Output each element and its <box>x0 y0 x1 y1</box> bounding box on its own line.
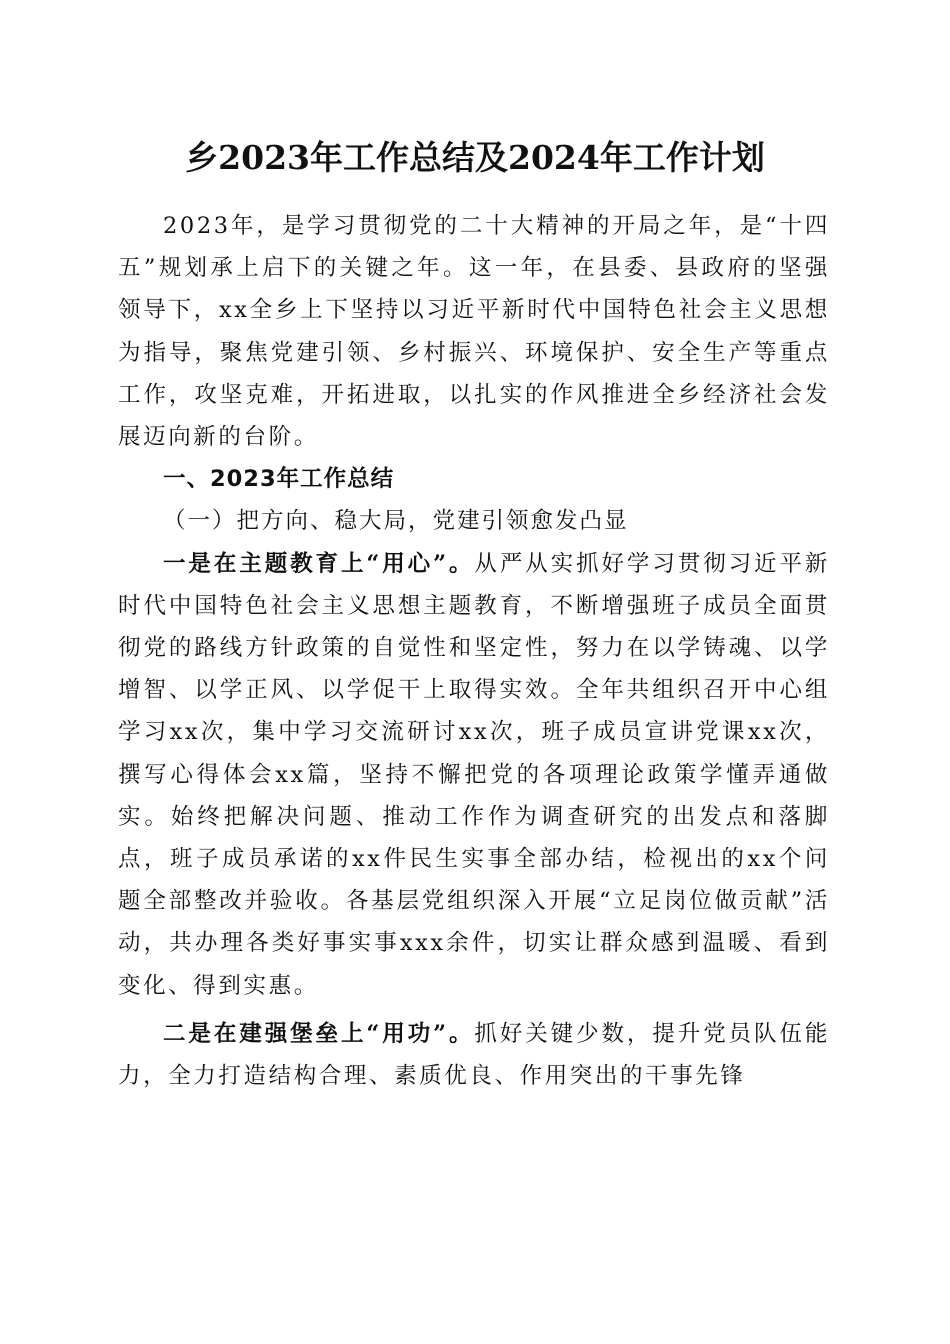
paragraph-stronghold <box>118 1013 830 1097</box>
paragraph-body: 抓好关键少数，提升党员队伍能力，全力打造结构合理、素质优良、作用突出的干事先锋 <box>118 1020 830 1090</box>
intro-paragraph: 2023年，是学习贯彻党的二十大精神的开局之年，是“十四五”规划承上启下的关键之年。这一年，在县委、县政府的坚强领导下，xx全乡上下坚持以习近平新时代中国特色社会主义思想为指导，聚焦党建引领、乡村振兴、环境保护、安全生产等重点工作，攻坚克难，开拓进取，以扎实的作风推进全乡经济社会发展迈向新的台阶。 <box>118 213 830 451</box>
document-body <box>118 205 830 1097</box>
section-heading: 一、2023年工作总结 <box>163 466 395 493</box>
paragraph-body: 从严从实抓好学习贯彻习近平新时代中国特色社会主义思想主题教育，不断增强班子成员全面贯彻党的路线方针政策的自觉性和坚定性，努力在以学铸魂、以学增智、以学正风、以学促干上取得实效。全年共组织召开中心组学习xx次，集中学习交流研讨xx次，班子成员宣讲党课xx次，撰写心得体会xx篇，坚持不懈把党的各项理论政策学懂弄通做实。始终把解决问题、推动工作作为调查研究的出发点和落脚点，班子成员承诺的xx件民生实事全部办结，检视出的xx个问题全部整改并验收。各基层党组织深入开展“立足岗位做贡献”活动，共办理各类好事实事xxx余件，切实让群众感到温暖、看到变化、得到实惠。 <box>118 550 830 999</box>
paragraph-lead: 二是在建强堡垒上“用功”。 <box>163 1020 475 1047</box>
paragraph-lead: 一是在主题教育上“用心”。 <box>163 550 475 577</box>
paragraph-topic-education <box>118 543 830 1007</box>
subsection-heading: （一）把方向、稳大局，党建引领愈发凸显 <box>163 508 629 535</box>
document-title: 乡2023年工作总结及2024年工作计划 <box>185 138 765 177</box>
